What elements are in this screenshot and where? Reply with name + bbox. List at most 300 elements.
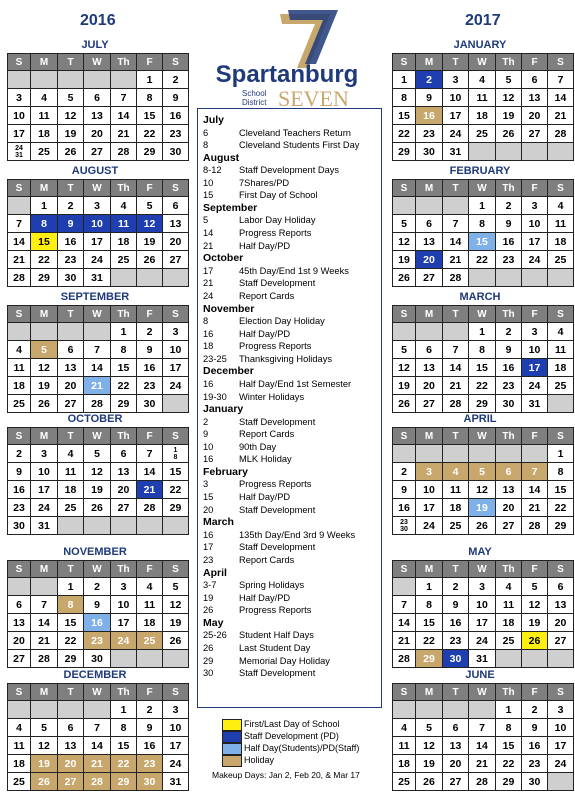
week-row: [393, 359, 574, 377]
event-date: 16: [203, 454, 214, 465]
day-cell: 20: [84, 125, 111, 143]
day-cell: 12: [58, 107, 84, 125]
empty-day: [416, 323, 443, 341]
day-cell: 29: [163, 499, 189, 517]
day-cell: 3: [111, 578, 137, 596]
weekday-label: M: [31, 561, 58, 578]
day-cell: 12: [137, 215, 163, 233]
day-cell: 14: [443, 233, 469, 251]
day-cell: 20: [111, 481, 137, 499]
empty-day: [111, 269, 137, 287]
weekday-label: Th: [111, 561, 137, 578]
day-cell: 5: [137, 197, 163, 215]
day-cell: 1 8: [163, 445, 189, 463]
day-cell: 7: [111, 89, 137, 107]
day-cell: 20: [416, 251, 443, 269]
day-cell: 3: [469, 578, 496, 596]
day-cell: 18: [58, 481, 84, 499]
week-row: [393, 632, 574, 650]
empty-day: [496, 143, 522, 161]
weekday-label: S: [393, 561, 416, 578]
day-cell: 1: [31, 197, 58, 215]
week-row: [8, 107, 189, 125]
day-cell: 23: [496, 251, 522, 269]
day-cell: 18: [8, 755, 31, 773]
weekday-label: T: [443, 428, 469, 445]
empty-day: [8, 578, 31, 596]
day-cell: 13: [496, 481, 522, 499]
day-cell: 23: [163, 125, 189, 143]
weekday-label: S: [163, 428, 189, 445]
month-grid: [392, 305, 574, 413]
weekday-label: M: [31, 684, 58, 701]
event-date: 6: [203, 127, 209, 138]
day-cell: 14: [469, 737, 496, 755]
event-date: 5: [203, 215, 209, 226]
event-desc: Staff Development: [239, 416, 316, 427]
weekday-label: M: [31, 306, 58, 323]
event-desc: Winter Holidays: [239, 391, 305, 402]
event-date: 21: [203, 278, 214, 289]
day-cell: 2: [443, 578, 469, 596]
month-title: NOVEMBER: [63, 546, 127, 558]
week-row: [393, 719, 574, 737]
day-cell: 17: [84, 233, 111, 251]
event-item: [203, 604, 377, 617]
day-cell: 10: [31, 463, 58, 481]
week-row: [8, 755, 189, 773]
day-cell: 3: [443, 71, 469, 89]
day-cell: 17: [416, 499, 443, 517]
day-cell: 4: [393, 719, 416, 737]
weekday-label: T: [58, 428, 84, 445]
day-cell: 25: [496, 632, 522, 650]
events-list: [197, 108, 382, 708]
day-cell: 20: [163, 233, 189, 251]
event-month-heading: March: [203, 516, 234, 529]
month-title: MAY: [468, 546, 492, 558]
day-cell: 25: [443, 517, 469, 535]
day-cell: 14: [111, 107, 137, 125]
event-item: [203, 353, 377, 366]
event-item: [203, 453, 377, 466]
weekday-label: M: [31, 428, 58, 445]
day-cell: 8: [111, 341, 137, 359]
day-cell: 26: [393, 395, 416, 413]
week-row: [8, 233, 189, 251]
month-title: OCTOBER: [67, 413, 123, 425]
event-desc: Election Day Holiday: [239, 316, 325, 327]
day-cell: 12: [393, 359, 416, 377]
day-cell: 14: [31, 614, 58, 632]
day-cell: 11: [548, 341, 574, 359]
weekday-label: F: [137, 428, 163, 445]
event-desc: Half Day/PD: [239, 240, 291, 251]
event-date: 9: [203, 429, 209, 440]
empty-day: [496, 269, 522, 287]
day-cell: 1: [496, 701, 522, 719]
day-cell: 10: [522, 215, 548, 233]
day-cell: 1: [58, 578, 84, 596]
event-desc: First Day of School: [239, 190, 318, 201]
weekday-label: F: [137, 684, 163, 701]
event-item: [203, 265, 377, 278]
day-cell: 8: [111, 719, 137, 737]
weekday-label: S: [8, 54, 31, 71]
day-cell: 4: [111, 197, 137, 215]
weekday-header-row: [393, 180, 574, 197]
day-cell: 26: [416, 773, 443, 791]
event-item: [203, 328, 377, 341]
weekday-header-row: [8, 54, 189, 71]
day-cell: 9: [496, 341, 522, 359]
event-desc: Last Student Day: [239, 642, 311, 653]
day-cell: 16: [163, 107, 189, 125]
day-cell: 3: [8, 89, 31, 107]
day-cell: 15: [137, 107, 163, 125]
event-desc: Progress Reports: [239, 228, 312, 239]
empty-day: [8, 71, 31, 89]
day-cell: 5: [31, 719, 58, 737]
event-item: [203, 164, 377, 177]
weekday-header-row: [8, 180, 189, 197]
day-cell: 11: [393, 737, 416, 755]
event-month-heading: January: [203, 403, 244, 416]
day-cell: 31: [469, 650, 496, 668]
day-cell: 22: [163, 481, 189, 499]
day-cell: 29: [31, 269, 58, 287]
day-cell: 24: [443, 125, 469, 143]
empty-day: [8, 701, 31, 719]
empty-day: [31, 701, 58, 719]
weekday-label: S: [393, 428, 416, 445]
event-desc: Thanksgiving Holidays: [239, 353, 333, 364]
day-cell: 22: [496, 755, 522, 773]
empty-day: [393, 578, 416, 596]
empty-day: [393, 323, 416, 341]
year-2017: 2017: [465, 12, 501, 29]
day-cell: 3: [163, 323, 189, 341]
empty-day: [548, 269, 574, 287]
day-cell: 27: [163, 251, 189, 269]
day-cell: 7: [548, 71, 574, 89]
week-row: [393, 445, 574, 463]
weekday-label: T: [443, 561, 469, 578]
weekday-label: S: [163, 306, 189, 323]
day-cell: 25: [548, 377, 574, 395]
weekday-label: M: [416, 54, 443, 71]
event-month-heading: February: [203, 465, 248, 478]
week-row: [393, 269, 574, 287]
week-row: [393, 71, 574, 89]
month-title: JULY: [81, 39, 109, 51]
day-cell: 15: [393, 107, 416, 125]
day-cell: 8: [496, 719, 522, 737]
week-row: [8, 251, 189, 269]
weekday-label: M: [416, 684, 443, 701]
day-cell: 24: [522, 251, 548, 269]
day-cell: 21: [84, 377, 111, 395]
event-desc: Progress Reports: [239, 605, 312, 616]
empty-day: [111, 71, 137, 89]
weekday-header-row: [393, 54, 574, 71]
weekday-label: S: [8, 180, 31, 197]
day-cell: 29: [58, 650, 84, 668]
day-cell: 27: [8, 650, 31, 668]
day-cell: 30: [496, 395, 522, 413]
day-cell: 23: [443, 632, 469, 650]
weekday-label: S: [163, 561, 189, 578]
week-row: [8, 737, 189, 755]
day-cell: 6: [416, 341, 443, 359]
day-cell: 18: [8, 377, 31, 395]
week-row: [8, 632, 189, 650]
empty-day: [84, 517, 111, 535]
event-desc: Report Cards: [239, 554, 295, 565]
day-cell: 5: [393, 341, 416, 359]
weekday-label: M: [31, 180, 58, 197]
empty-day: [58, 323, 84, 341]
empty-day: [84, 323, 111, 341]
weekday-label: Th: [496, 684, 522, 701]
week-row: [393, 215, 574, 233]
day-cell: 17: [548, 737, 574, 755]
day-cell: 11: [8, 359, 31, 377]
event-date: 29: [203, 655, 214, 666]
day-cell: 2: [58, 197, 84, 215]
event-desc: Half Day/PD: [239, 592, 291, 603]
day-cell: 20: [496, 499, 522, 517]
day-cell: 19: [137, 233, 163, 251]
day-cell: 20: [522, 107, 548, 125]
empty-day: [469, 701, 496, 719]
week-row: [8, 773, 189, 791]
day-cell: 12: [393, 233, 416, 251]
day-cell: 7: [8, 215, 31, 233]
event-month-heading: December: [203, 365, 254, 378]
month-title: DECEMBER: [63, 669, 127, 681]
day-cell: 6: [522, 71, 548, 89]
day-cell: 19: [31, 377, 58, 395]
day-cell: 26: [58, 143, 84, 161]
day-cell: 15: [548, 481, 574, 499]
month-title: AUGUST: [71, 165, 119, 177]
day-cell: 7: [84, 719, 111, 737]
event-desc: Report Cards: [239, 290, 295, 301]
day-cell: 11: [496, 596, 522, 614]
day-cell: 22: [111, 377, 137, 395]
day-cell: 25: [8, 773, 31, 791]
day-cell: 2: [496, 323, 522, 341]
day-cell: 21: [469, 755, 496, 773]
day-cell: 1: [137, 71, 163, 89]
weekday-header-row: [393, 561, 574, 578]
week-row: [8, 578, 189, 596]
legend-swatch-blue: [222, 731, 242, 743]
day-cell: 7: [31, 596, 58, 614]
month-title: FEBRUARY: [449, 165, 511, 177]
event-date: 16: [203, 529, 214, 540]
weekday-label: T: [58, 561, 84, 578]
day-cell: 20: [8, 632, 31, 650]
day-cell: 27: [416, 269, 443, 287]
day-cell: 12: [31, 737, 58, 755]
day-cell: 17: [469, 614, 496, 632]
day-cell: 28: [443, 395, 469, 413]
weekday-label: F: [522, 684, 548, 701]
event-item: [203, 529, 377, 542]
empty-day: [522, 445, 548, 463]
event-date: 30: [203, 668, 214, 679]
week-row: [8, 359, 189, 377]
empty-day: [84, 71, 111, 89]
day-cell: 19: [31, 755, 58, 773]
day-cell: 11: [469, 89, 496, 107]
week-row: [8, 197, 189, 215]
weekday-label: M: [416, 428, 443, 445]
event-desc: Staff Development: [239, 668, 316, 679]
legend-swatch-tan: [222, 755, 242, 767]
day-cell: 30: [416, 143, 443, 161]
day-cell: 1: [469, 197, 496, 215]
weekday-label: W: [84, 54, 111, 71]
day-cell: 15: [111, 359, 137, 377]
day-cell: 11: [58, 463, 84, 481]
day-cell: 28: [522, 517, 548, 535]
day-cell: 12: [31, 359, 58, 377]
event-desc: Memorial Day Holiday: [239, 655, 330, 666]
day-cell: 23: [84, 632, 111, 650]
day-cell: 9: [416, 89, 443, 107]
empty-day: [58, 517, 84, 535]
day-cell: 19: [469, 499, 496, 517]
event-date: 26: [203, 605, 214, 616]
month-grid: [7, 427, 189, 535]
week-row: [8, 89, 189, 107]
day-cell: 2: [393, 463, 416, 481]
day-cell: 3: [522, 323, 548, 341]
week-row: [393, 143, 574, 161]
day-cell: 29: [111, 773, 137, 791]
day-cell: 15: [111, 737, 137, 755]
event-date: 10: [203, 441, 214, 452]
weekday-header-row: [393, 684, 574, 701]
day-cell: 17: [522, 359, 548, 377]
week-row: [393, 755, 574, 773]
week-row: [393, 650, 574, 668]
day-cell: 4: [548, 197, 574, 215]
week-row: [8, 650, 189, 668]
weekday-label: F: [522, 561, 548, 578]
day-cell: 13: [84, 107, 111, 125]
weekday-label: S: [548, 54, 574, 71]
day-cell: 9: [393, 481, 416, 499]
empty-day: [443, 445, 469, 463]
day-cell: 15: [469, 359, 496, 377]
week-row: [393, 395, 574, 413]
event-item: [203, 554, 377, 567]
empty-day: [469, 269, 496, 287]
day-cell: 14: [137, 463, 163, 481]
week-row: [8, 377, 189, 395]
seven-numeral-icon: [280, 10, 338, 68]
week-row: [393, 578, 574, 596]
event-date: 25-26: [203, 630, 227, 641]
weekday-label: W: [469, 54, 496, 71]
day-cell: 27: [58, 395, 84, 413]
empty-day: [416, 701, 443, 719]
weekday-label: Th: [111, 54, 137, 71]
weekday-label: T: [443, 684, 469, 701]
event-desc: MLK Holiday: [239, 454, 292, 465]
day-cell: 17: [443, 107, 469, 125]
day-cell: 2: [163, 71, 189, 89]
event-item: [203, 240, 377, 253]
day-cell: 26: [496, 125, 522, 143]
weekday-label: S: [548, 180, 574, 197]
event-desc: Half Day/PD: [239, 328, 291, 339]
empty-day: [163, 517, 189, 535]
event-item: [203, 416, 377, 429]
week-row: [8, 71, 189, 89]
day-cell: 25: [8, 395, 31, 413]
day-cell: 11: [8, 737, 31, 755]
day-cell: 6: [8, 596, 31, 614]
event-month-heading: April: [203, 566, 227, 579]
empty-day: [163, 269, 189, 287]
empty-day: [548, 650, 574, 668]
day-cell: 1: [111, 323, 137, 341]
day-cell: 27: [548, 632, 574, 650]
day-cell: 9: [496, 215, 522, 233]
day-cell: 2: [522, 701, 548, 719]
day-cell: 23: [137, 755, 163, 773]
day-cell: 27: [111, 499, 137, 517]
month-grid: [7, 179, 189, 287]
event-date: 24: [203, 290, 214, 301]
weekday-label: W: [84, 306, 111, 323]
day-cell: 9: [443, 596, 469, 614]
day-cell: 17: [31, 481, 58, 499]
day-cell: 5: [58, 89, 84, 107]
weekday-label: W: [469, 428, 496, 445]
event-item: [203, 428, 377, 441]
makeup-days: Makeup Days: Jan 2, Feb 20, & Mar 17: [212, 770, 360, 780]
day-cell: 16: [8, 481, 31, 499]
day-cell: 29: [416, 650, 443, 668]
weekday-label: S: [8, 684, 31, 701]
day-cell: 16: [496, 359, 522, 377]
day-cell: 28: [111, 143, 137, 161]
weekday-label: Th: [496, 306, 522, 323]
day-cell: 31: [522, 395, 548, 413]
event-desc: Cleveland Students First Day: [239, 140, 360, 151]
event-date: 8: [203, 140, 209, 151]
legend-staff-dev: Staff Development (PD): [244, 731, 339, 741]
day-cell: 17: [8, 125, 31, 143]
week-row: [8, 323, 189, 341]
week-row: [393, 341, 574, 359]
weekday-label: M: [31, 54, 58, 71]
day-cell: 9: [58, 215, 84, 233]
day-cell: 9: [522, 719, 548, 737]
day-cell: 10: [163, 719, 189, 737]
event-desc: 90th Day: [239, 441, 277, 452]
event-item: [203, 491, 377, 504]
event-date: 10: [203, 177, 214, 188]
day-cell: 13: [8, 614, 31, 632]
event-desc: Report Cards: [239, 429, 295, 440]
